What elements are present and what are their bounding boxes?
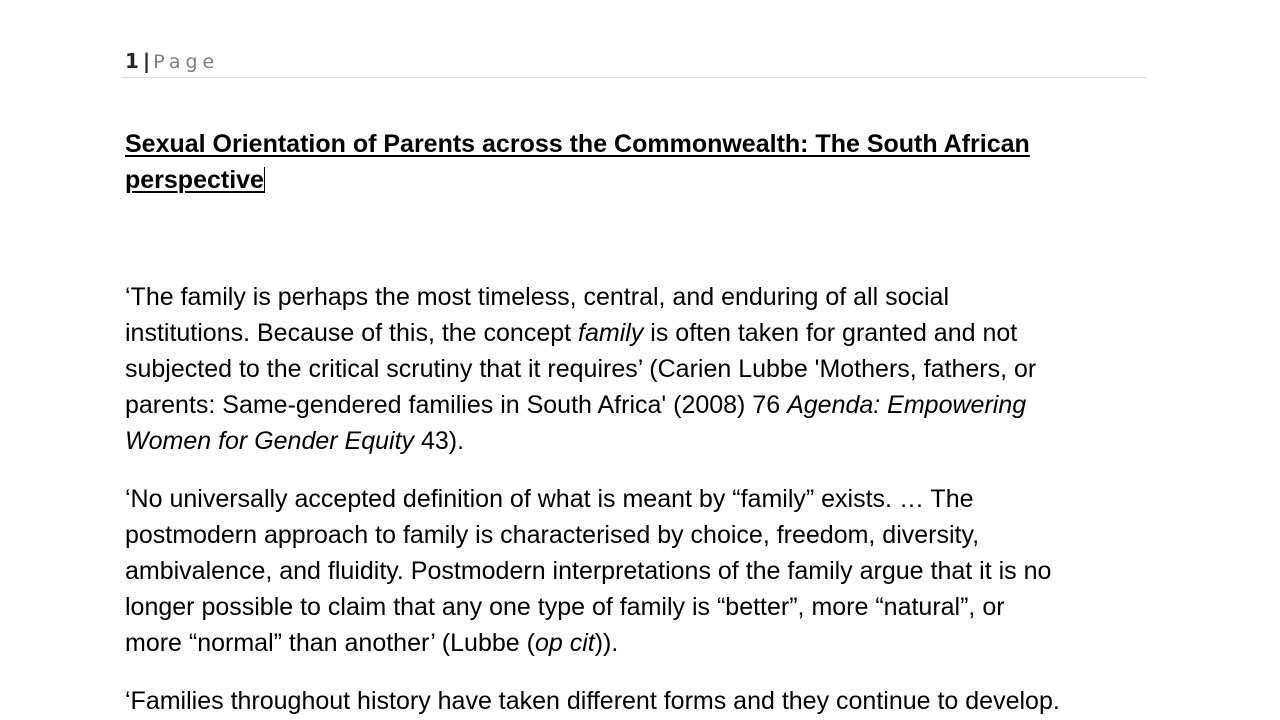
header-separator: | xyxy=(142,49,151,73)
text-line xyxy=(125,625,1165,661)
text-run: )). xyxy=(594,629,619,657)
page-header xyxy=(125,48,219,75)
text-line xyxy=(125,553,1165,589)
document-title[interactable] xyxy=(125,126,1125,198)
text-line xyxy=(125,279,1165,315)
text-run: longer possible to claim that any one type of family is “better”, more “natural”, or xyxy=(125,593,1005,621)
title-line-2: perspective xyxy=(125,166,264,194)
text-run: ‘No universally accepted definition of what is meant by “family” exists. … The xyxy=(125,485,974,513)
text-line xyxy=(125,387,1165,423)
text-run: ‘Families throughout history have taken different forms and they continue to develop. xyxy=(125,687,1060,715)
text-run: more “normal” than another’ (Lubbe ( xyxy=(125,629,535,657)
italic-text: Women for Gender Equity xyxy=(125,427,415,455)
text-run: 43). xyxy=(414,427,465,455)
text-line xyxy=(125,683,1165,719)
text-line xyxy=(125,315,1165,351)
document-body[interactable] xyxy=(125,279,1165,720)
text-line xyxy=(125,517,1165,553)
header-divider xyxy=(121,77,1146,78)
text-run: ambivalence, and fluidity. Postmodern interpretations of the family argue that it is no xyxy=(125,557,1052,585)
text-line xyxy=(125,481,1165,517)
page-number: 1 xyxy=(125,49,139,73)
text-line xyxy=(125,351,1165,387)
text-run: subjected to the critical scrutiny that it requires’ (Carien Lubbe 'Mothers, fathers, or xyxy=(125,355,1037,383)
italic-text: family xyxy=(578,319,644,347)
text-run: parents: Same-gendered families in South Africa' (2008) 76 xyxy=(125,391,788,419)
paragraph xyxy=(125,279,1165,459)
text-line xyxy=(125,589,1165,625)
text-run: postmodern approach to family is characterised by choice, freedom, diversity, xyxy=(125,521,980,549)
title-line-1: Sexual Orientation of Parents across the Commonwealth: The South African xyxy=(125,130,1030,158)
paragraph xyxy=(125,481,1165,661)
text-cursor xyxy=(264,167,265,193)
text-line xyxy=(125,423,1165,459)
page-label: Page xyxy=(153,51,220,73)
text-run: ‘The family is perhaps the most timeless, central, and enduring of all social xyxy=(125,283,949,311)
paragraph xyxy=(125,683,1165,719)
text-run: institutions. Because of this, the concept xyxy=(125,319,579,347)
italic-text: op cit xyxy=(534,629,595,657)
text-run: is often taken for granted and not xyxy=(643,319,1018,347)
italic-text: Agenda: Empowering xyxy=(787,391,1027,419)
